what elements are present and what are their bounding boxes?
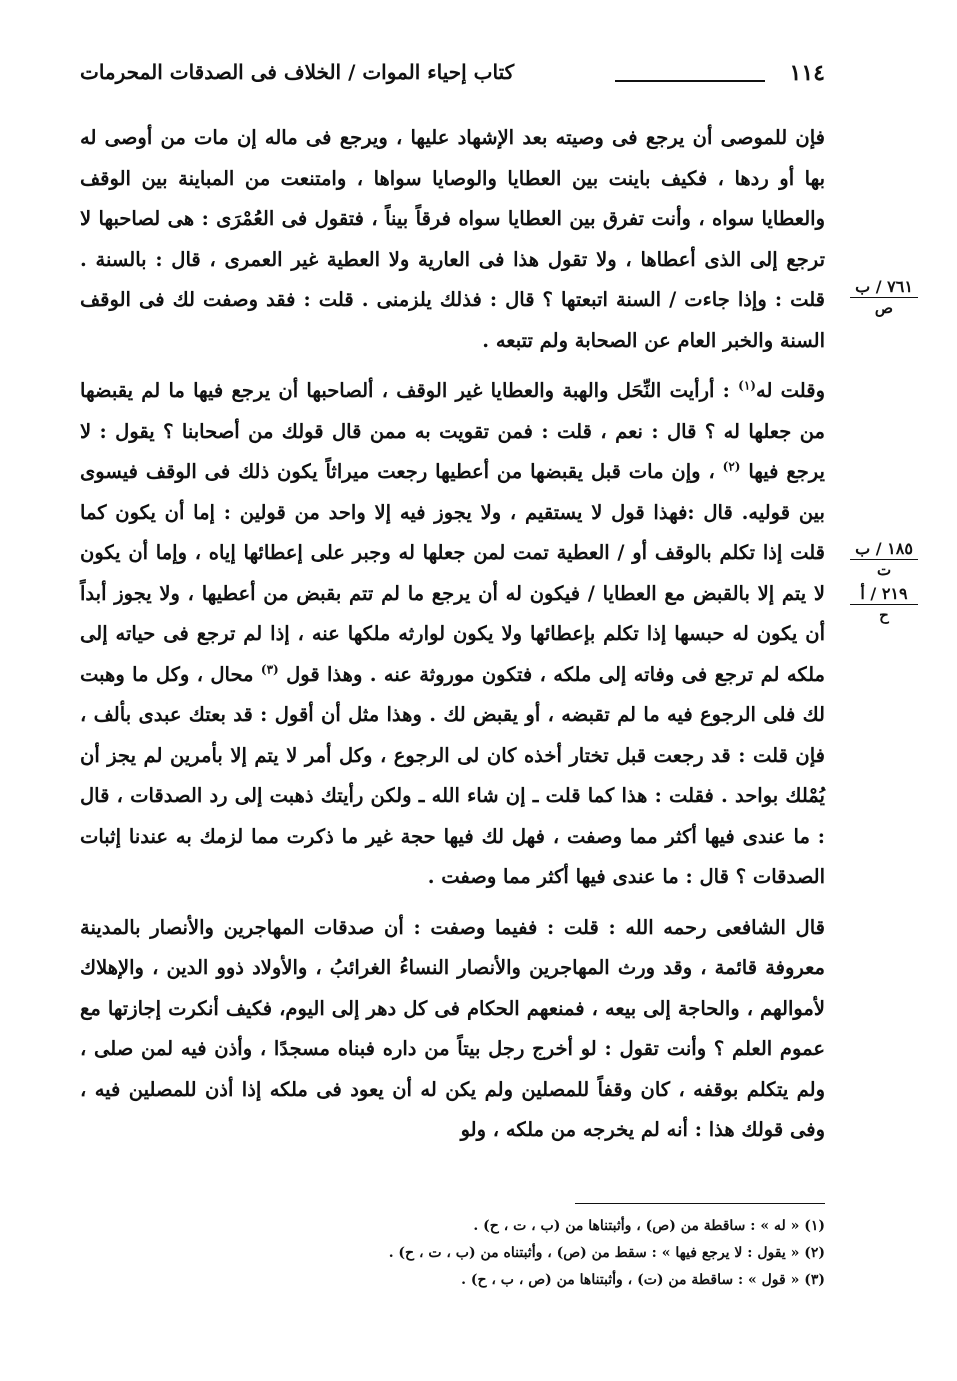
footnote-ref-2[interactable]: (٢) <box>722 459 741 474</box>
margin-note-sigla: ح <box>879 606 889 624</box>
paragraph-3-text: رحمه الله : قلت : ففيما وصفت : أن صدقات المهاجرين والأنصار بالمدينة معروفة قائمة ، وقد ورث المهاجرين والأنصار النساءُ الغرائبُ ، والأولاد ذوو الدين ، والإهلاك لأموالهم ، والحاجة إلى بيعه ، فمنعهم الحكام فى كل دهر إلى اليوم، فكيف أنكرت إجازتها مع عموم العلم ؟ وأنت تقول : لو أخرج رجل بيتاً من داره فبناه مسجدًا ، وأذن فيه لمن صلى ، ولم يتكلم بوقفه ، كان وقفاً للمصلين ولم يكن له أن يعود فى ملكه إذا أذن للمصلين فيه ، وفى قولك هذا : أنه لم يخرجه من ملكه ، ولو <box>80 915 825 1141</box>
footnote-ref-3[interactable]: (٣) <box>260 662 279 676</box>
footnote-2: (٢) « يقول : لا يرجع فيها » : سقط من (ص) ، وأثبتناه من (ب ، ت ، ح) . <box>388 1245 825 1261</box>
main-text <box>80 118 825 1151</box>
paragraph-2-text-d: محال ، وكل ما وهبت لك فلى الرجوع فيه ما لم تقبضه ، أو يقبض لك . وهذا مثل أن أقول : قد بعتك عبدى بألف ، فإن قلت : قد رجعت قبل تختار أخذه كان لى الرجوع ، وكل أمر لا يتم إلا بأمرين لم يجز أن يُمْلك بواحد . فقلت : هذا كما قلت ـ إن شاء الله ـ ولكن رأيتك ذهبت إلى رد الصدقات ، قال : ما عندى فيها أكثر مما وصفت ، فهل لك فيها حجة غير ما ذكرت مما لزمك به عندنا إثبات الصدقات ؟ قال : ما عندى فيها أكثر مما وصفت . <box>80 662 825 888</box>
margin-note-sigla: ت <box>876 561 892 579</box>
paragraph-2 <box>80 371 825 898</box>
paragraph-1-text: فإن للموصى أن يرجع فى وصيته بعد الإشهاد عليها ، ويرجع فى ماله إن مات من أوصى له بها أو ردها ، فكيف باينت بين العطايا والوصايا سواها ، وامتنعت من المباينة بين الوقف والعطايا سواه ، وأنت تفرق بين العطايا سواه فرقاً بيناً ، فتقول فى العُمْرَى : هى لصاحبها لا ترجع إلى الذى أعطاها ، ولا تقول هذا فى العارية ولا العطية غير العمرى ، قال : بالسنة . قلت : وإذا جاءت / السنة اتبعتها ؟ قال : فذلك يلزمنى . قلت : فقد وصفت لك فى الوقف السنة والخبر العام عن الصحابة ولم تتبعه . <box>80 126 825 352</box>
paragraph-2-text-a: وقلت له <box>755 379 825 402</box>
footnote-3: (٣) « قول » : ساقطة من (ت) ، وأثبتناها من (ص ، ب ، ح) . <box>461 1272 825 1288</box>
page-number: ١١٤ <box>789 60 825 86</box>
margin-note-ref: ١٨٥ / ب <box>850 540 918 560</box>
margin-note-manuscript-2 <box>850 540 918 579</box>
margin-note-manuscript-3 <box>850 585 918 624</box>
paragraph-1 <box>80 118 825 361</box>
margin-note-ref: ٧٦١ / ب <box>850 278 918 298</box>
margin-note-manuscript-1 <box>850 278 918 317</box>
footnote-ref-1[interactable]: (١) <box>738 378 756 393</box>
paragraph-2-text-c: ، وإن مات قبل يقبضها من أعطيها رجعت ميراثاً يكون ذلك فى الوقف فيسوى بين قوليه. قال :فهذا قول لا يستقيم ، ولا يجوز فيه إلا واحد من قولين : إما أن يكون كما قلت إذا تكلم بالوقف أو / العطية تمت لمن جعلها له وجبر على إعطائها إياه ، وإما أن يكون لا يتم إلا بالقبض مع العطايا / فيكون له أن يرجع ما لم تتم بقبض من أعطيها ، ولا يجوز أبداً أن يكون له حبسها إذا تكلم بإعطائها ولا يكون لوارثه ملكها عنه ، إذا لم ترجع فى حياته إلى ملكه لم ترجع فى وفاته إلى ملكه ، فتكون موروثة عنه . وهذا قول <box>80 460 825 686</box>
running-title: كتاب إحياء الموات / الخلاف فى الصدقات المحرمات <box>80 60 515 84</box>
paragraph-2-text-b: : أرأيت النِّحَل والهبة والعطايا غير الوقف ، ألصاحبها أن يرجع فيها ما لم يقبضها من جعلها له ؟ قال : نعم ، قلت : فمن تقويت به ممن قال قولك من أصحابنا ؟ يقول : لا يرجع فيها <box>80 379 825 483</box>
footnote-1: (١) « له » : ساقطة من (ص) ، وأثبتناها من (ب ، ت ، ح) . <box>473 1218 825 1234</box>
paragraph-3 <box>80 908 825 1151</box>
page-header <box>80 58 825 98</box>
paragraph-3-lead: قال الشافعى <box>716 915 825 939</box>
header-rule <box>615 80 765 82</box>
margin-note-sigla: ص <box>874 299 894 317</box>
footnotes <box>200 1213 825 1294</box>
footnote-separator <box>575 1203 825 1204</box>
margin-note-ref: ٢١٩ / أ <box>850 585 918 605</box>
